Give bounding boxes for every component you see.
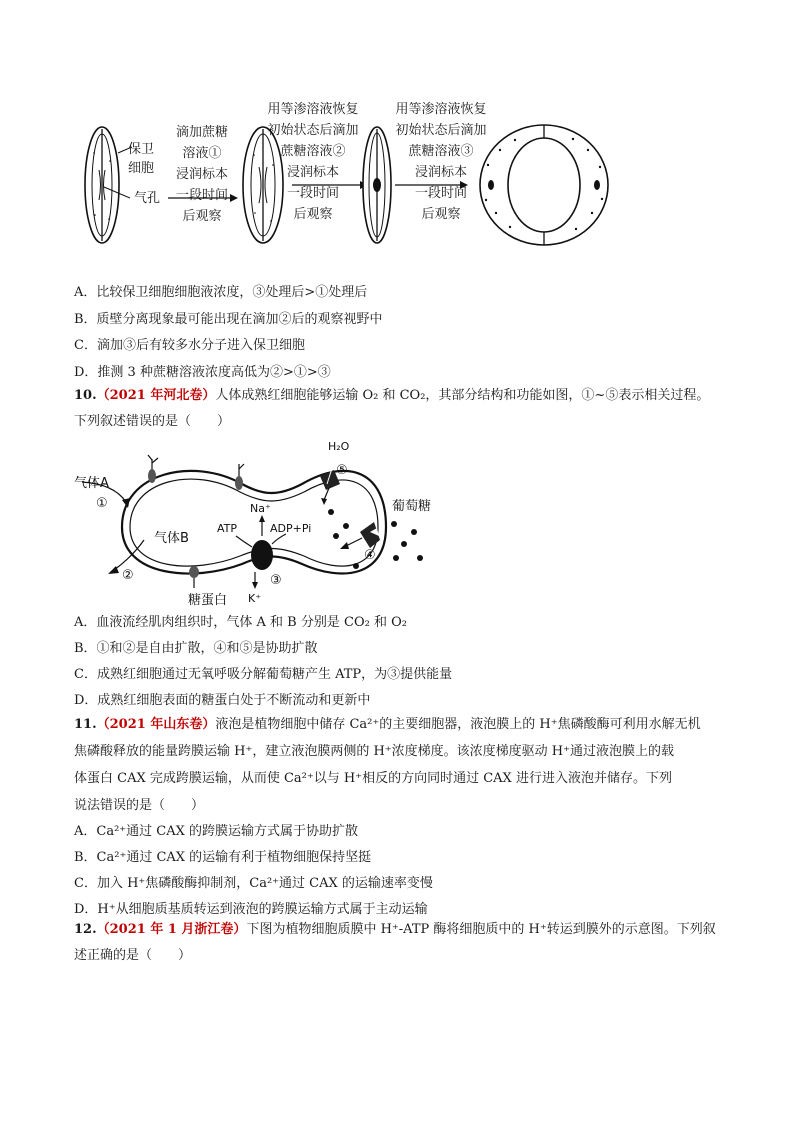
- step-2-text: 用等渗溶液恢复 初始状态后滴加 蔗糖溶液② 浸润标本 一段时间 后观察: [267, 102, 359, 222]
- gas-b-arrow: [114, 540, 144, 570]
- q10-source: （2021 年河北卷）: [96, 388, 216, 403]
- q11-stem-line2: 焦磷酸释放的能量跨膜运输 H⁺，建立液泡膜两侧的 H⁺浓度梯度。该浓度梯度驱动 H⁺通过液泡膜上的载: [74, 744, 674, 759]
- guard-cell-pair-after-3: [480, 125, 608, 245]
- process-3-label: ③: [270, 573, 282, 588]
- q10-option-a: A．血液流经肌肉组织时，气体 A 和 B 分别是 CO₂ 和 O₂: [74, 615, 407, 630]
- q12-number: 12.: [74, 922, 97, 937]
- q10-stem-line2: 下列叙述错误的是（ ）: [74, 414, 231, 429]
- q12-stem-line1: 12.（2021 年 1 月浙江卷）下图为植物细胞质膜中 H⁺-ATP 酶将细胞质中的 H⁺转运到膜外的示意图。下列叙: [74, 922, 716, 937]
- q10-option-b: B．①和②是自由扩散，④和⑤是协助扩散: [74, 641, 318, 656]
- label-stoma: 气孔: [134, 191, 161, 206]
- step-3-text: 用等渗溶液恢复 初始状态后滴加 蔗糖溶液③ 浸润标本 一段时间 后观察: [395, 102, 487, 222]
- q9-option-b: B．质壁分离现象最可能出现在滴加②后的观察视野中: [74, 312, 383, 327]
- gas-b-label: 气体B: [154, 531, 189, 546]
- q11-stem-line1: 11.（2021 年山东卷）液泡是植物细胞中储存 Ca²⁺的主要细胞器，液泡膜上的 H⁺焦磷酸酶可利用水解无机: [74, 717, 701, 732]
- q11-option-c: C．加入 H⁺焦磷酸酶抑制剂，Ca²⁺通过 CAX 的运输速率变慢: [74, 876, 433, 891]
- potassium-label: K⁺: [248, 592, 262, 605]
- q11-source: （2021 年山东卷）: [96, 717, 216, 732]
- guard-cell-pair-initial: [85, 127, 132, 243]
- glycoprotein-top-1: [148, 455, 158, 483]
- label-guard-cell: 保卫 细胞: [128, 142, 155, 176]
- q11-option-b: B．Ca²⁺通过 CAX 的运输有利于植物细胞保持坚挺: [74, 850, 372, 865]
- glycoprotein-top-2: [235, 464, 244, 490]
- q10-stem-line1: 10.（2021 年河北卷）人体成熟红细胞能够运输 O₂ 和 CO₂，其部分结构和功能如图，①~⑤表示相关过程。: [74, 388, 710, 403]
- red-blood-cell-figure: [74, 432, 444, 608]
- q11-option-a: A．Ca²⁺通过 CAX 的跨膜运输方式属于协助扩散: [74, 824, 359, 839]
- adp-label: ADP+Pi: [270, 522, 312, 535]
- q10-option-d: D．成熟红细胞表面的糖蛋白处于不断流动和更新中: [74, 693, 371, 708]
- glucose-label: 葡萄糖: [392, 499, 432, 514]
- q11-stem-line3: 体蛋白 CAX 完成跨膜运输，从而使 Ca²⁺以与 H⁺相反的方向同时通过 CAX 进行进入液泡并储存。下列: [74, 771, 672, 786]
- water-label: H₂O: [328, 440, 350, 453]
- q11-number: 11.: [74, 717, 97, 732]
- process-5-label: ⑤: [336, 463, 348, 478]
- process-4-label: ④: [364, 548, 376, 563]
- q12-source: （2021 年 1 月浙江卷）: [96, 922, 247, 937]
- q9-option-c: C．滴加③后有较多水分子进入保卫细胞: [74, 338, 305, 353]
- q10-option-c: C．成熟红细胞通过无氧呼吸分解葡萄糖产生 ATP，为③提供能量: [74, 667, 453, 682]
- q9-option-d: D．推测 3 种蔗糖溶液浓度高低为②>①>③: [74, 365, 331, 380]
- q11-stem-line4: 说法错误的是（ ）: [74, 798, 205, 813]
- process-2-label: ②: [122, 568, 134, 583]
- q10-number: 10.: [74, 388, 97, 403]
- glycoprotein-bottom: [189, 566, 199, 588]
- sodium-label: Na⁺: [250, 502, 271, 515]
- q9-option-a: A．比较保卫细胞细胞液浓度，③处理后>①处理后: [74, 285, 368, 300]
- glycoprotein-label: 糖蛋白: [188, 593, 228, 608]
- atp-label: ATP: [217, 522, 238, 535]
- process-1-label: ①: [96, 496, 108, 511]
- q12-stem-line2: 述正确的是（ ）: [74, 948, 192, 963]
- gas-a-label: 气体A: [74, 476, 109, 491]
- step-1-text: 滴加蔗糖 溶液① 浸润标本 一段时间 后观察: [175, 125, 228, 224]
- q11-option-d: D．H⁺从细胞质基质转运到液泡的跨膜运输方式属于主动运输: [74, 902, 428, 917]
